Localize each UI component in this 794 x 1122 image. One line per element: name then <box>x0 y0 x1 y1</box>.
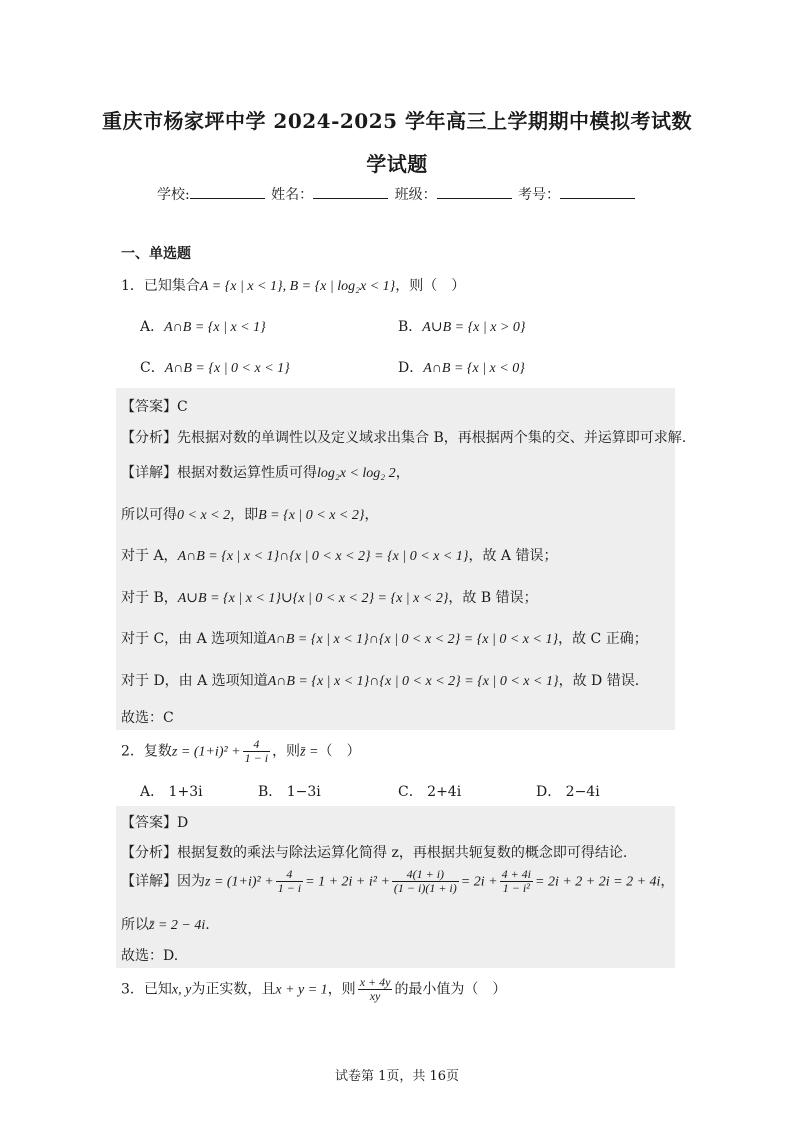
page-title-line2: 学试题 <box>366 152 428 176</box>
q2-choose: 故选：D. <box>121 948 179 964</box>
page-title-line1: 重庆市杨家坪中学 2024-2025 学年高三上学期期中模拟考试数 <box>101 109 693 133</box>
q1-option-d <box>398 357 525 377</box>
q1-l2-math1: 0 < x < 2 <box>177 508 231 523</box>
class-blank[interactable] <box>437 186 512 199</box>
q1-option-d-label: D． <box>398 360 424 376</box>
q1-l2-math2: B = {x | 0 < x < 2} <box>258 508 365 523</box>
q1-ld-end: ，故 D 错误. <box>558 673 640 689</box>
q3-stem-math1: x, y <box>171 982 192 998</box>
q2-frac-den: 1 − i <box>244 751 269 765</box>
q2-d-f3-den: 1 − i² <box>502 881 530 895</box>
q2-stem <box>121 738 360 765</box>
q1-lb-prefix: 对于 B， <box>121 590 178 606</box>
q2-option-a: A． 1+3i <box>140 784 203 800</box>
q1-lb-end: ，故 B 错误； <box>448 590 538 606</box>
q2-option-b: B． 1−3i <box>258 784 321 800</box>
q2-d-math1: z = (1+i)² + <box>205 874 274 890</box>
q1-option-c-math: A∩B = {x | 0 < x < 1} <box>164 361 290 376</box>
q2-frac-num: 4 <box>243 738 270 752</box>
q1-analysis: 【分析】先根据对数的单调性以及定义域求出集合 B，再根据两个集的交、并运算即可求解. <box>121 430 687 446</box>
q1-la-prefix: 对于 A， <box>121 548 178 564</box>
section-heading: 一、单选题 <box>121 246 191 262</box>
q1-option-d-math: A∩B = {x | x < 0} <box>423 361 525 376</box>
q3-frac-den: xy <box>369 989 381 1003</box>
q3-stem-mid: 为正实数，且 <box>191 981 276 998</box>
q2-d-math2: = 1 + 2i + i² + <box>305 874 390 890</box>
q1-stem <box>121 275 465 295</box>
name-label: 姓名： <box>271 187 314 203</box>
q2-d-f1-den: 1 − i <box>277 881 302 895</box>
q2-stem-fraction <box>243 738 270 765</box>
q2-stem-mid: ，则 <box>272 743 301 760</box>
q2-l2-math: z̄ = 2 − 4i <box>149 918 206 933</box>
number-label: 考号： <box>518 187 561 203</box>
q1-detail-line-d <box>121 670 639 690</box>
student-info-line <box>0 184 794 204</box>
q1-detail-math: log₂x < log₂ 2 <box>317 466 396 481</box>
q1-detail-line2 <box>121 504 378 524</box>
q2-d-f1-num: 4 <box>276 868 303 882</box>
q1-option-b-math: A∪B = {x | x > 0} <box>422 320 526 335</box>
q2-stem-math2: z̄ = <box>300 744 319 760</box>
q2-d-math4: = 2i + 2 + 2i = 2 + 4i <box>535 874 661 890</box>
q2-detail-label: 【详解】因为 <box>121 873 205 890</box>
q1-detail-end: ， <box>395 465 410 481</box>
q3-stem <box>121 976 506 1003</box>
q1-option-b <box>398 316 526 336</box>
q3-stem-mid2: ，则 <box>327 981 356 998</box>
q3-stem-suffix: 的最小值为（ ） <box>394 981 507 998</box>
q1-stem-suffix: ，则（ ） <box>395 278 466 294</box>
q2-d-f2-den: (1 − i)(1 + i) <box>393 881 457 895</box>
q1-l2-mid: ，即 <box>230 507 259 523</box>
q3-stem-math2: x + y = 1 <box>275 982 328 998</box>
q1-detail-line-c <box>121 628 648 648</box>
q2-d-frac1 <box>276 868 303 895</box>
q2-option-c: C． 2+4i <box>398 784 462 800</box>
q1-detail-line-b <box>121 587 538 607</box>
q1-l2-end: ， <box>364 507 379 523</box>
name-blank[interactable] <box>313 186 388 199</box>
q1-option-a-math: A∩B = {x | x < 1} <box>164 320 266 335</box>
q2-answer: 【答案】D <box>121 815 189 831</box>
q1-detail-label: 【详解】根据对数运算性质可得 <box>121 465 317 481</box>
q2-d-math3: = 2i + <box>460 874 498 890</box>
q2-d-frac3 <box>500 868 533 895</box>
q3-frac-num: x + 4y <box>359 975 391 989</box>
q1-lb-math: A∪B = {x | x < 1}∪{x | 0 < x < 2} = {x | x < 2} <box>177 591 449 606</box>
q2-stem-prefix: 2．复数 <box>121 743 172 760</box>
number-blank[interactable] <box>560 186 635 199</box>
q1-la-math: A∩B = {x | x < 1}∩{x | 0 < x < 2} = {x | 0 < x < 1} <box>177 549 469 564</box>
q1-detail-line-a <box>121 545 557 565</box>
q1-choose: 故选：C <box>121 710 174 726</box>
q1-option-b-label: B． <box>398 319 423 335</box>
q1-lc-end: ，故 C 正确； <box>558 631 648 647</box>
q1-detail <box>121 462 410 482</box>
q1-stem-math: A = {x | x < 1}, B = {x | log₂x < 1} <box>199 279 396 294</box>
q2-d-f3-num: 4 + 4i <box>501 867 531 881</box>
q1-ld-prefix: 对于 D，由 A 选项知道 <box>121 673 268 689</box>
q1-stem-prefix: 1．已知集合 <box>121 278 200 294</box>
q1-lc-math: A∩B = {x | x < 1}∩{x | 0 < x < 2} = {x | 0 < x < 1} <box>267 632 559 647</box>
q2-d-frac2 <box>392 868 459 895</box>
q2-detail-line2 <box>121 914 210 934</box>
page-footer: 试卷第 1页，共 16页 <box>334 1069 460 1084</box>
q1-option-c <box>140 357 290 377</box>
q1-option-a <box>140 316 266 336</box>
q1-answer: 【答案】C <box>121 399 188 415</box>
q2-detail <box>121 868 674 895</box>
q2-l2-end: . <box>205 917 210 933</box>
q2-d-end: ， <box>660 873 675 890</box>
q1-option-a-label: A． <box>140 319 165 335</box>
q2-l2-prefix: 所以 <box>121 917 149 933</box>
q3-stem-fraction <box>358 976 393 1003</box>
q1-lc-prefix: 对于 C，由 A 选项知道 <box>121 631 268 647</box>
q3-stem-prefix: 3．已知 <box>121 981 172 998</box>
q1-ld-math: A∩B = {x | x < 1}∩{x | 0 < x < 2} = {x | 0 < x < 1} <box>267 674 559 689</box>
q2-stem-suffix: （ ） <box>318 743 361 760</box>
q2-d-f2-num: 4(1 + i) <box>392 868 459 882</box>
q1-la-end: ，故 A 错误； <box>468 548 558 564</box>
q1-l2-prefix: 所以可得 <box>121 507 177 523</box>
q2-option-d: D． 2−4i <box>536 784 600 800</box>
school-blank[interactable] <box>190 186 265 199</box>
school-label: 学校: <box>156 187 190 203</box>
q2-stem-math: z = (1+i)² + <box>171 744 241 760</box>
q1-option-c-label: C． <box>140 360 165 376</box>
q2-analysis: 【分析】根据复数的乘法与除法运算化简得 z，再根据共轭复数的概念即可得结论. <box>121 845 628 861</box>
class-label: 班级： <box>394 187 437 203</box>
